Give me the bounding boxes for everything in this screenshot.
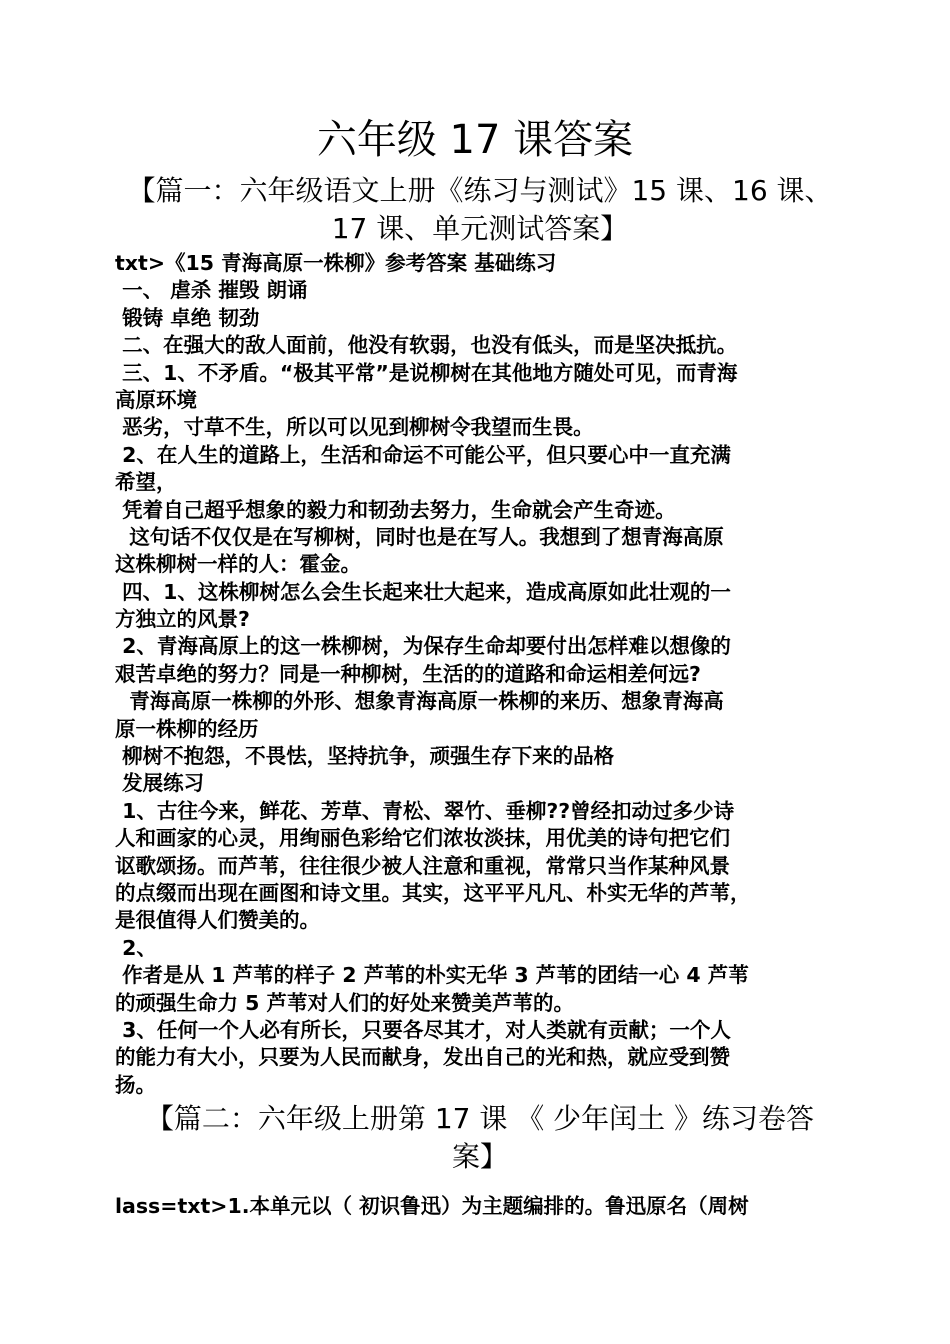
body-line: 3、任何一个人必有所长，只要各尽其才，对人类就有贡献；一个人 <box>115 1017 731 1042</box>
body-line: 一、 虐杀 摧毁 朗诵 <box>115 278 308 303</box>
body-line: 艰苦卓绝的努力？同是一种柳树，生活的的道路和命运相差何远? <box>115 661 701 686</box>
body-line: 这株柳树一样的人：霍金。 <box>115 552 361 577</box>
heading-line: 案】 <box>451 1140 508 1173</box>
body-line: 的能力有大小，只要为人民而献身，发出自己的光和热，就应受到赞 <box>115 1045 730 1070</box>
section-heading-2 <box>115 1100 845 1176</box>
body-line: 柳树不抱怨，不畏怯，坚持抗争，顽强生存下来的品格 <box>115 744 615 769</box>
body-line: 讴歌颂扬。而芦苇，往往很少被人注意和重视，常常只当作某种风景 <box>115 853 730 878</box>
body-line: 人和画家的心灵，用绚丽色彩给它们浓妆淡抹，用优美的诗句把它们 <box>115 826 730 851</box>
body-line: 作者是从 1 芦苇的样子 2 芦苇的朴实无华 3 芦苇的团结一心 4 芦苇 <box>115 963 749 988</box>
body-line: 原一株柳的经历 <box>115 716 259 741</box>
body-line: 凭着自己超乎想象的毅力和韧劲去努力，生命就会产生奇迹。 <box>115 497 676 522</box>
body-line: 1、古往今来，鲜花、芳草、青松、翠竹、垂柳??曾经扣动过多少诗 <box>115 798 735 823</box>
body-line: 恶劣，寸草不生，所以可以见到柳树令我望而生畏。 <box>115 415 594 440</box>
body-line-last: lass=txt>1.本单元以（ 初识鲁迅）为主题编排的。鲁迅原名（周树 <box>115 1194 749 1218</box>
body-line: 的点缀而出现在画图和诗文里。其实，这平平凡凡、朴实无华的芦苇， <box>115 880 751 905</box>
body-line: 方独立的风景? <box>115 607 250 632</box>
body-line: 这句话不仅仅是在写柳树，同时也是在写人。我想到了想青海高原 <box>115 524 724 549</box>
heading-line: 【篇一：六年级语文上册《练习与测试》15 课、16 课、 <box>127 174 833 207</box>
body-line: 二、在强大的敌人面前，他没有软弱，也没有低头，而是坚决抵抗。 <box>115 333 738 358</box>
body-line: 希望， <box>115 470 177 495</box>
body-line: 是很值得人们赞美的。 <box>115 908 320 933</box>
answer-body <box>115 250 845 1099</box>
body-line: 发展练习 <box>115 771 205 796</box>
body-line: 青海高原一株柳的外形、想象青海高原一株柳的来历、想象青海高 <box>115 689 724 714</box>
section-heading-1 <box>115 172 845 248</box>
body-line: 三、1、不矛盾。“极其平常”是说柳树在其他地方随处可见，而青海 <box>115 360 738 385</box>
heading-line: 【篇二：六年级上册第 17 课 《 少年闰土 》练习卷答 <box>145 1102 815 1135</box>
body-line: 的顽强生命力 5 芦苇对人们的好处来赞美芦苇的。 <box>115 990 575 1015</box>
body-line: 高原环境 <box>115 387 197 412</box>
body-line: 锻铸 卓绝 韧劲 <box>115 305 260 330</box>
body-line: 2、 <box>115 935 157 960</box>
body-line: txt>《15 青海高原一株柳》参考答案 基础练习 <box>115 251 557 275</box>
body-line: 2、青海高原上的这一株柳树，为保存生命却要付出怎样难以想像的 <box>115 634 731 659</box>
body-line: 四、1、这株柳树怎么会生长起来壮大起来，造成高原如此壮观的一 <box>115 579 731 604</box>
heading-line: 17 课、单元测试答案】 <box>331 212 629 245</box>
body-line: 2、在人生的道路上，生活和命运不可能公平，但只要心中一直充满 <box>115 442 731 467</box>
body-line: 扬。 <box>115 1072 156 1097</box>
page-title: 六年级 17 课答案 <box>316 117 634 163</box>
